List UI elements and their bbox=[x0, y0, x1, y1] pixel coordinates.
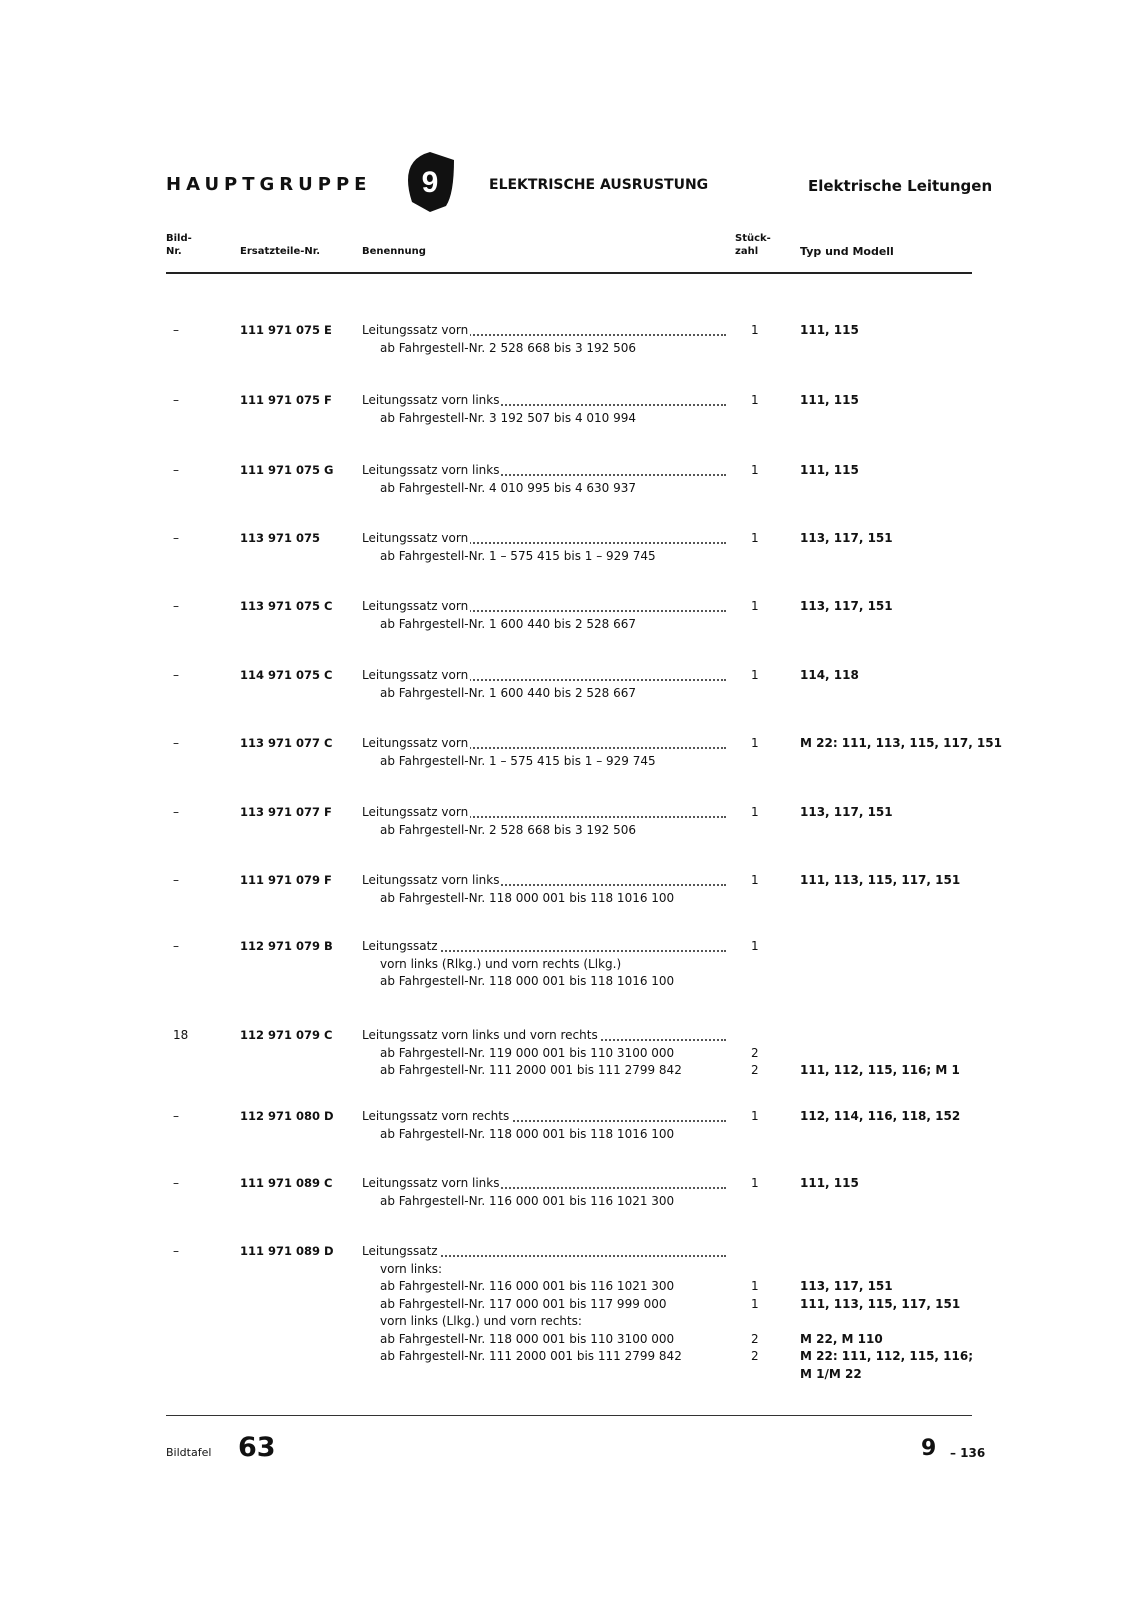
quantity: 1 bbox=[751, 1176, 759, 1190]
description-text: ab Fahrgestell-Nr. 119 000 001 bis 110 3100 000 bbox=[380, 1045, 676, 1063]
bild-nr: – bbox=[173, 1176, 179, 1190]
part-number: 111 971 089 C bbox=[240, 1176, 333, 1190]
description-line bbox=[362, 890, 726, 908]
description-line bbox=[362, 667, 726, 685]
col-bild-line2: Nr. bbox=[166, 246, 182, 257]
page-number-main: 9 bbox=[921, 1436, 937, 1461]
part-number: 112 971 080 D bbox=[240, 1109, 334, 1123]
type-model: 113, 117, 151 bbox=[800, 805, 893, 819]
part-number: 112 971 079 C bbox=[240, 1028, 333, 1042]
description-text: ab Fahrgestell-Nr. 111 2000 001 bis 111 2799 842 bbox=[380, 1348, 684, 1366]
description-text: Leitungssatz bbox=[362, 938, 440, 956]
bild-nr: – bbox=[173, 1244, 179, 1258]
bild-nr: – bbox=[173, 668, 179, 682]
col-stueck-line1: Stück- bbox=[735, 233, 771, 244]
col-bild-header bbox=[166, 232, 192, 258]
type-model: M 22, M 110 bbox=[800, 1331, 883, 1346]
group-number-badge bbox=[406, 150, 456, 214]
type-model: M 22: 111, 112, 115, 116; bbox=[800, 1349, 973, 1363]
part-number: 113 971 075 bbox=[240, 531, 321, 545]
description-line bbox=[362, 1261, 726, 1279]
description-line bbox=[362, 530, 726, 548]
hauptgruppe-label: HAUPTGRUPPE bbox=[166, 174, 372, 195]
col-benennung-header: Benennung bbox=[362, 246, 426, 257]
description-line bbox=[362, 1331, 726, 1349]
col-stueck-line2: zahl bbox=[735, 246, 759, 257]
quantity: 1 bbox=[751, 873, 759, 887]
description-line bbox=[362, 956, 726, 974]
quantity: 1 bbox=[751, 1109, 759, 1123]
description-line bbox=[362, 1062, 726, 1080]
description-text: ab Fahrgestell-Nr. 1 600 440 bis 2 528 667 bbox=[380, 616, 638, 634]
description-line bbox=[362, 753, 726, 771]
description-line bbox=[362, 1313, 726, 1331]
part-number: 113 971 075 C bbox=[240, 599, 333, 613]
description-line bbox=[362, 340, 726, 358]
section-title: ELEKTRISCHE AUSRUSTUNG bbox=[489, 177, 709, 193]
page-number-sub: – 136 bbox=[950, 1446, 986, 1460]
bild-nr: – bbox=[173, 393, 179, 407]
type-model: 112, 114, 116, 118, 152 bbox=[800, 1109, 961, 1123]
col-bild-line1: Bild- bbox=[166, 233, 192, 244]
description-text: Leitungssatz vorn links bbox=[362, 872, 501, 890]
type-model: 111, 115 bbox=[800, 1176, 859, 1190]
description-text: ab Fahrgestell-Nr. 4 010 995 bis 4 630 937 bbox=[380, 480, 638, 498]
bild-nr: – bbox=[173, 736, 179, 750]
quantity: 2 bbox=[751, 1045, 759, 1060]
quantity: 1 bbox=[751, 1279, 759, 1293]
part-number: 113 971 077 F bbox=[240, 805, 332, 819]
bild-nr: – bbox=[173, 873, 179, 887]
group-number: 9 bbox=[421, 166, 439, 199]
description-text: ab Fahrgestell-Nr. 116 000 001 bis 116 1021 300 bbox=[380, 1278, 676, 1296]
description-text: ab Fahrgestell-Nr. 116 000 001 bis 116 1021 300 bbox=[380, 1193, 676, 1211]
description-line bbox=[362, 804, 726, 822]
header-rule bbox=[166, 272, 972, 274]
part-number: 111 971 089 D bbox=[240, 1244, 334, 1258]
subsection-title: Elektrische Leitungen bbox=[808, 177, 993, 195]
description-text: ab Fahrgestell-Nr. 1 600 440 bis 2 528 667 bbox=[380, 685, 638, 703]
part-number: 112 971 079 B bbox=[240, 939, 333, 953]
description-line bbox=[362, 392, 726, 410]
description-line bbox=[362, 1108, 726, 1126]
description-text: Leitungssatz vorn links und vorn rechts bbox=[362, 1027, 600, 1045]
description-text: ab Fahrgestell-Nr. 2 528 668 bis 3 192 506 bbox=[380, 340, 638, 358]
col-typ-header: Typ und Modell bbox=[800, 245, 894, 258]
description-line bbox=[362, 462, 726, 480]
part-number: 111 971 079 F bbox=[240, 873, 332, 887]
description-text: Leitungssatz vorn rechts bbox=[362, 1108, 511, 1126]
bild-nr: – bbox=[173, 531, 179, 545]
description-text: Leitungssatz vorn links bbox=[362, 462, 501, 480]
type-model: 113, 117, 151 bbox=[800, 1279, 893, 1293]
quantity: 1 bbox=[751, 531, 759, 545]
type-model: 111, 113, 115, 117, 151 bbox=[800, 1296, 961, 1311]
description-text: Leitungssatz vorn bbox=[362, 667, 470, 685]
quantity: 1 bbox=[751, 323, 759, 337]
description-text: Leitungssatz vorn bbox=[362, 598, 470, 616]
type-model: 113, 117, 151 bbox=[800, 599, 893, 613]
description-line bbox=[362, 1045, 726, 1063]
description-text: ab Fahrgestell-Nr. 3 192 507 bis 4 010 994 bbox=[380, 410, 638, 428]
description-line bbox=[362, 1193, 726, 1211]
part-number: 113 971 077 C bbox=[240, 736, 333, 750]
quantity: 1 bbox=[751, 736, 759, 750]
quantity: 1 bbox=[751, 668, 759, 682]
description-text: ab Fahrgestell-Nr. 1 – 575 415 bis 1 – 929 745 bbox=[380, 548, 658, 566]
quantity: 1 bbox=[751, 393, 759, 407]
description-text: ab Fahrgestell-Nr. 118 000 001 bis 118 1016 100 bbox=[380, 890, 676, 908]
col-stueck-header bbox=[735, 232, 771, 258]
description-text: Leitungssatz vorn bbox=[362, 322, 470, 340]
type-model: M 1/M 22 bbox=[800, 1366, 862, 1381]
description-text: vorn links (Llkg.) und vorn rechts: bbox=[380, 1313, 584, 1331]
description-line bbox=[362, 1175, 726, 1193]
description-line bbox=[362, 1126, 726, 1144]
footer-rule bbox=[166, 1415, 972, 1416]
bild-nr: – bbox=[173, 463, 179, 477]
bild-nr: – bbox=[173, 1109, 179, 1123]
type-model: 111, 113, 115, 117, 151 bbox=[800, 873, 961, 887]
quantity: 2 bbox=[751, 1331, 759, 1346]
description-text: Leitungssatz vorn bbox=[362, 804, 470, 822]
description-text: vorn links (Rlkg.) und vorn rechts (Llkg.) bbox=[380, 956, 623, 974]
description-line bbox=[362, 1296, 726, 1314]
quantity: 1 bbox=[751, 1296, 759, 1311]
description-line bbox=[362, 735, 726, 753]
bild-nr: – bbox=[173, 805, 179, 819]
type-model: 111, 115 bbox=[800, 323, 859, 337]
description-line bbox=[362, 822, 726, 840]
quantity: 2 bbox=[751, 1349, 759, 1363]
description-text: Leitungssatz bbox=[362, 1243, 440, 1261]
description-text: ab Fahrgestell-Nr. 1 – 575 415 bis 1 – 929 745 bbox=[380, 753, 658, 771]
bild-nr: – bbox=[173, 323, 179, 337]
description-line bbox=[362, 1243, 726, 1261]
bild-nr: – bbox=[173, 599, 179, 613]
description-text: Leitungssatz vorn bbox=[362, 735, 470, 753]
description-text: ab Fahrgestell-Nr. 118 000 001 bis 110 3100 000 bbox=[380, 1331, 676, 1349]
bild-nr: 18 bbox=[173, 1028, 189, 1042]
part-number: 111 971 075 E bbox=[240, 323, 332, 337]
part-number: 114 971 075 C bbox=[240, 668, 333, 682]
quantity: 2 bbox=[751, 1063, 759, 1077]
part-number: 111 971 075 F bbox=[240, 393, 332, 407]
description-text: ab Fahrgestell-Nr. 117 000 001 bis 117 999 000 bbox=[380, 1296, 669, 1314]
quantity: 1 bbox=[751, 805, 759, 819]
type-model: 111, 115 bbox=[800, 463, 859, 477]
description-text: Leitungssatz vorn bbox=[362, 530, 470, 548]
description-line bbox=[362, 685, 726, 703]
description-text: Leitungssatz vorn links bbox=[362, 392, 501, 410]
type-model: 114, 118 bbox=[800, 668, 859, 682]
description-text: vorn links: bbox=[380, 1261, 444, 1279]
description-text: ab Fahrgestell-Nr. 2 528 668 bis 3 192 506 bbox=[380, 822, 638, 840]
description-text: ab Fahrgestell-Nr. 111 2000 001 bis 111 2799 842 bbox=[380, 1062, 684, 1080]
description-line bbox=[362, 973, 726, 991]
quantity: 1 bbox=[751, 463, 759, 477]
bildtafel-number: 63 bbox=[238, 1432, 276, 1463]
type-model: 111, 112, 115, 116; M 1 bbox=[800, 1063, 960, 1077]
type-model: M 22: 111, 113, 115, 117, 151 bbox=[800, 736, 1002, 750]
description-line bbox=[362, 872, 726, 890]
description-line bbox=[362, 616, 726, 634]
description-line bbox=[362, 1348, 726, 1366]
bildtafel-label: Bildtafel bbox=[166, 1446, 212, 1459]
bild-nr: – bbox=[173, 939, 179, 953]
description-line bbox=[362, 548, 726, 566]
col-ersatzteil-header: Ersatzteile-Nr. bbox=[240, 246, 321, 257]
description-line bbox=[362, 598, 726, 616]
quantity: 1 bbox=[751, 599, 759, 613]
type-model: 113, 117, 151 bbox=[800, 531, 893, 545]
description-line bbox=[362, 410, 726, 428]
type-model: 111, 115 bbox=[800, 393, 859, 407]
part-number: 111 971 075 G bbox=[240, 463, 334, 477]
description-text: ab Fahrgestell-Nr. 118 000 001 bis 118 1016 100 bbox=[380, 1126, 676, 1144]
description-text: ab Fahrgestell-Nr. 118 000 001 bis 118 1016 100 bbox=[380, 973, 676, 991]
description-line bbox=[362, 1366, 726, 1384]
description-text: Leitungssatz vorn links bbox=[362, 1175, 501, 1193]
description-line bbox=[362, 1027, 726, 1045]
description-line bbox=[362, 938, 726, 956]
description-line bbox=[362, 480, 726, 498]
quantity: 1 bbox=[751, 939, 759, 953]
description-line bbox=[362, 322, 726, 340]
description-line bbox=[362, 1278, 726, 1296]
